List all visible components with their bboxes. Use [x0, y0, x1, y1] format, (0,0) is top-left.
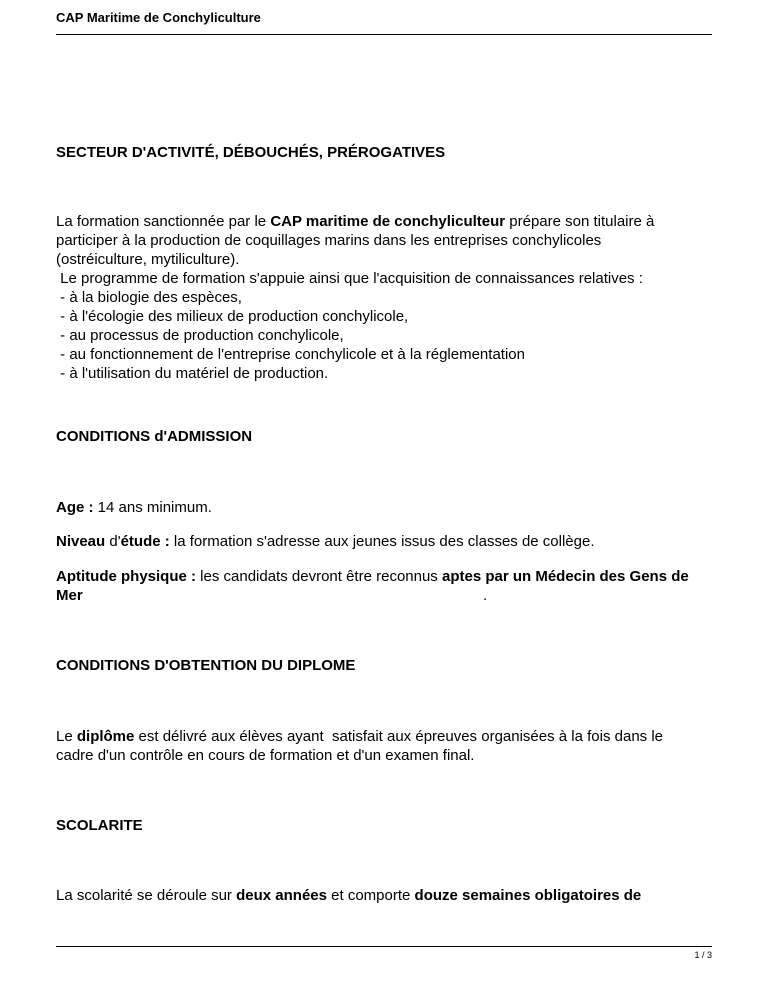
- list-item: - à la biologie des espèces,: [56, 289, 242, 306]
- list-item: - à l'utilisation du matériel de production.: [56, 365, 329, 382]
- scolarite-bold-1: deux années: [236, 887, 327, 904]
- aptitude-bold-2: Mer: [56, 587, 83, 604]
- scolarite-mid: et comporte: [326, 887, 415, 904]
- obtention-line-2: cadre d'un contrôle en cours de formation et d'un examen final.: [56, 747, 475, 764]
- niveau-mid: d': [105, 533, 121, 550]
- list-item: - au fonctionnement de l'entreprise conchylicole et à la réglementation: [56, 346, 525, 363]
- age-label: Age :: [56, 499, 94, 516]
- obtention-after: est délivré aux élèves ayant satisfait aux épreuves organisées à la fois dans le: [134, 728, 664, 745]
- paragraph-obtention: [56, 727, 712, 765]
- secteur-line-1: [56, 212, 712, 231]
- paragraph-scolarite: [56, 886, 712, 905]
- list-item: - au processus de production conchylicole,: [56, 327, 344, 344]
- aptitude-bold: aptes par un Médecin des Gens de: [441, 568, 689, 585]
- paragraph-age: [56, 498, 712, 517]
- niveau-label: Niveau: [56, 533, 106, 550]
- aptitude-end: .: [483, 587, 488, 604]
- scolarite-bold-2: douze semaines obligatoires de: [414, 887, 642, 904]
- secteur-intro-bold: CAP maritime de conchyliculteur: [270, 213, 506, 230]
- obtention-bold: diplôme: [76, 728, 135, 745]
- secteur-line-3: (ostréiculture, mytiliculture).: [56, 251, 240, 268]
- paragraph-aptitude: [56, 567, 712, 605]
- header-rule: [56, 34, 712, 35]
- age-text: 14 ans minimum.: [93, 499, 212, 516]
- paragraph-secteur: [56, 212, 712, 383]
- niveau-label-2: étude :: [120, 533, 170, 550]
- heading-scolarite: SCOLARITE: [56, 817, 143, 834]
- list-item: - à l'écologie des milieux de production conchylicole,: [56, 308, 409, 325]
- niveau-text: la formation s'adresse aux jeunes issus des classes de collège.: [169, 533, 595, 550]
- secteur-line-4: Le programme de formation s'appuie ainsi que l'acquisition de connaissances relatives :: [56, 270, 643, 287]
- secteur-intro-after: prépare son titulaire à: [505, 213, 655, 230]
- aptitude-text: les candidats devront être reconnus: [196, 568, 442, 585]
- secteur-line-2: participer à la production de coquillages marins dans les entreprises conchylicoles: [56, 232, 602, 249]
- heading-admission: CONDITIONS d'ADMISSION: [56, 428, 253, 445]
- secteur-intro-text: La formation sanctionnée par le: [56, 213, 271, 230]
- footer-rule: [56, 946, 712, 947]
- paragraph-niveau: [56, 532, 712, 551]
- aptitude-label: Aptitude physique :: [56, 568, 196, 585]
- scolarite-text: La scolarité se déroule sur: [56, 887, 237, 904]
- obtention-text: Le: [56, 728, 77, 745]
- heading-obtention: CONDITIONS D'OBTENTION DU DIPLOME: [56, 657, 356, 674]
- heading-secteur: SECTEUR D'ACTIVITÉ, DÉBOUCHÉS, PRÉROGATIVES: [56, 144, 446, 161]
- page-number: 1 / 3: [694, 950, 712, 960]
- running-header: CAP Maritime de Conchyliculture: [56, 10, 261, 25]
